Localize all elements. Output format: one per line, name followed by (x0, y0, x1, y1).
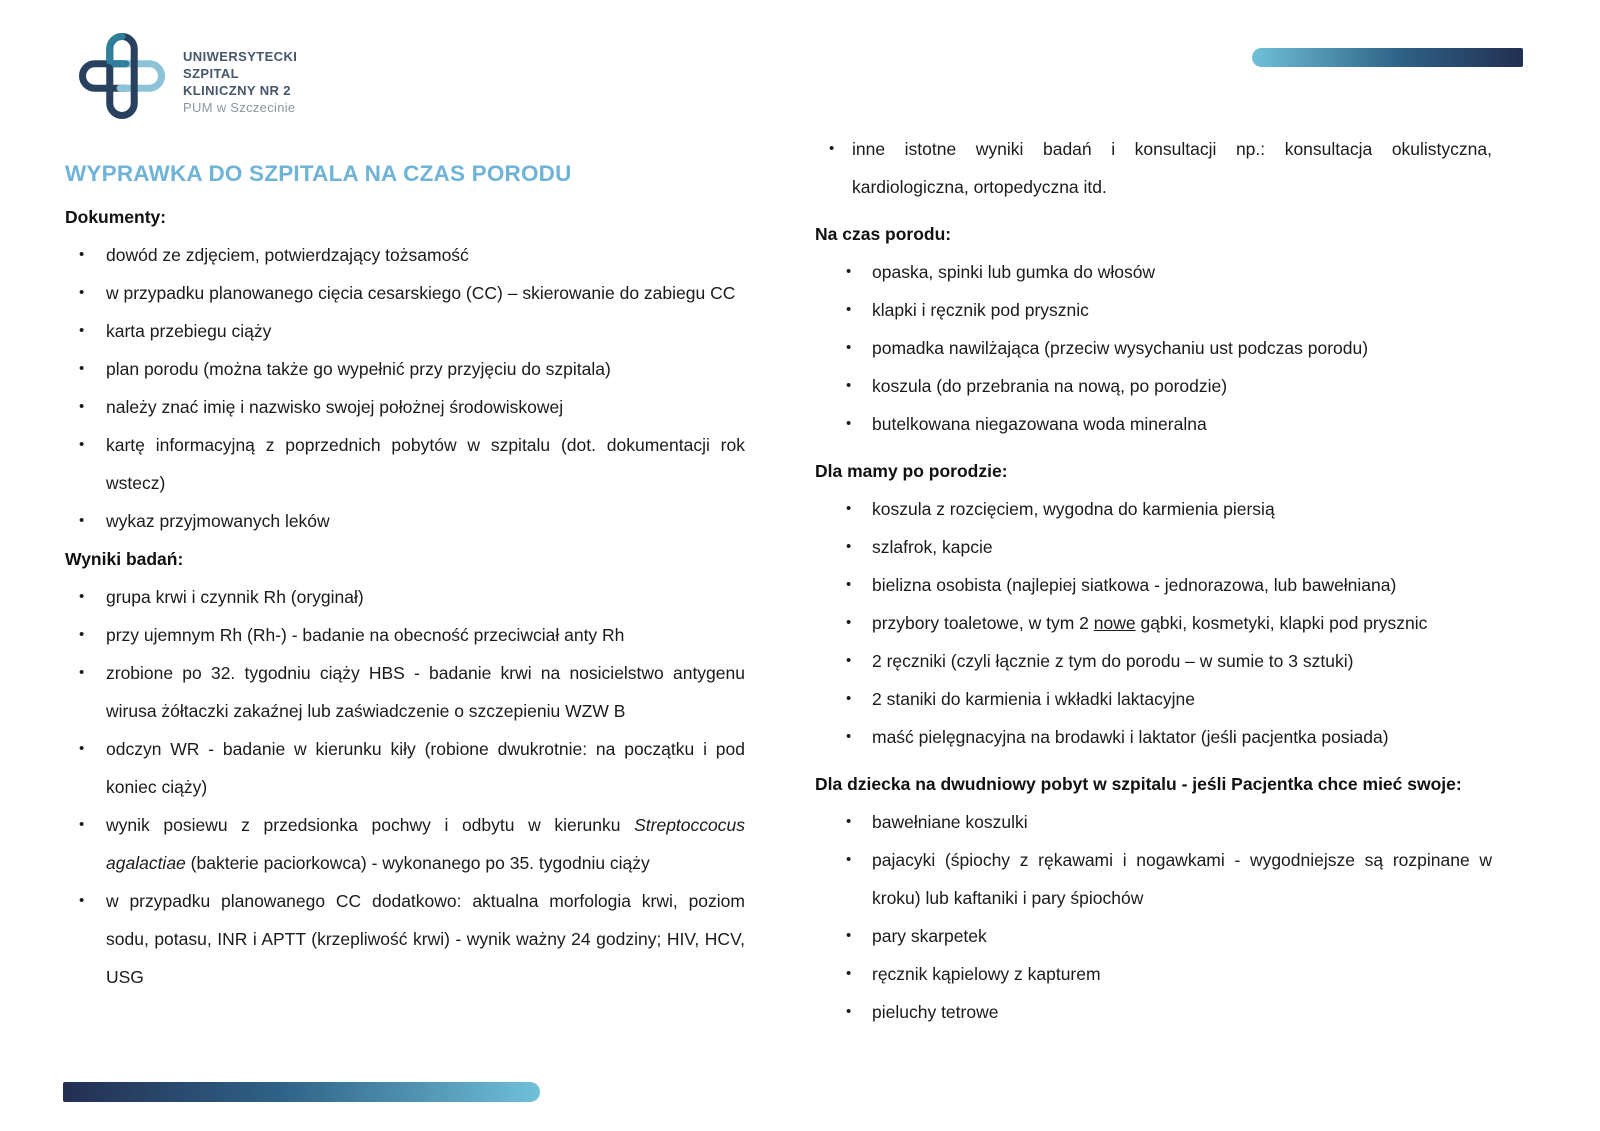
bullet-icon: • (846, 301, 852, 318)
bullet-icon: • (846, 851, 852, 868)
list-item-text: wykaz przyjmowanych leków (106, 511, 330, 531)
list-item (65, 236, 745, 274)
list-item (65, 312, 745, 350)
bullet-icon: • (846, 576, 852, 593)
page-title: WYPRAWKA DO SZPITALA NA CZAS PORODU (65, 161, 572, 186)
bullet-icon: • (846, 1003, 852, 1020)
logo-org-line: SZPITAL (183, 66, 239, 81)
bullet-icon: • (846, 415, 852, 432)
bullet-icon: • (846, 614, 852, 631)
section-heading: Na czas porodu: (815, 224, 952, 244)
list-item-text: koszula z rozcięciem, wygodna do karmienia piersią (872, 499, 1275, 519)
list-item-text: odczyn WR - badanie w kierunku kiły (robione dwukrotnie: na początku i pod koniec ciąży) (106, 739, 745, 797)
list-item-text: szlafrok, kapcie (872, 537, 993, 557)
list-item-text: przybory toaletowe, w tym 2 nowe gąbki, kosmetyki, klapki pod prysznic (872, 613, 1428, 633)
list-item-text: pary skarpetek (872, 926, 987, 946)
list-item-text: opaska, spinki lub gumka do włosów (872, 262, 1156, 282)
section-heading: Wyniki badań: (65, 549, 184, 569)
left-column-list (65, 198, 745, 996)
bullet-icon: • (79, 512, 85, 529)
list-item (65, 806, 745, 882)
logo-org-subtitle: PUM w Szczecinie (183, 100, 296, 115)
top-gradient-bar (1252, 48, 1523, 67)
right-column-list (815, 130, 1492, 1031)
bullet-icon: • (79, 246, 85, 263)
logo-org-line: KLINICZNY NR 2 (183, 83, 291, 98)
list-item-text: pomadka nawilżająca (przeciw wysychaniu ust podczas porodu) (872, 338, 1369, 358)
list-item (815, 367, 1492, 405)
list-item-text: bielizna osobista (najlepiej siatkowa - jednorazowa, lub bawełniana) (872, 575, 1397, 595)
list-item (815, 955, 1492, 993)
list-item (815, 490, 1492, 528)
bullet-icon: • (846, 965, 852, 982)
list-item-text: inne istotne wyniki badań i konsultacji np.: konsultacja okulistyczna, kardiologiczna, ortopedyczna itd. (852, 139, 1492, 197)
list-item-text: maść pielęgnacyjna na brodawki i laktator (jeśli pacjentka posiada) (872, 727, 1389, 747)
list-item-text: ręcznik kąpielowy z kapturem (872, 964, 1101, 984)
list-item (815, 841, 1492, 917)
list-item-text: kartę informacyjną z poprzednich pobytów w szpitalu (dot. dokumentacji rok wstecz) (106, 435, 745, 493)
bullet-icon: • (846, 690, 852, 707)
list-item-text: w przypadku planowanego cięcia cesarskiego (CC) – skierowanie do zabiegu CC (106, 283, 736, 303)
bullet-icon: • (79, 816, 85, 833)
bullet-icon: • (846, 339, 852, 356)
list-item (815, 680, 1492, 718)
bullet-icon: • (79, 360, 85, 377)
list-item (815, 718, 1492, 756)
list-item (815, 803, 1492, 841)
list-item (815, 528, 1492, 566)
list-item (65, 274, 745, 312)
list-item-text: pajacyki (śpiochy z rękawami i nogawkami - wygodniejsze są rozpinane w kroku) lub kaftaniki i pary śpiochów (872, 850, 1492, 908)
left-column (65, 160, 745, 996)
bullet-icon: • (79, 626, 85, 643)
list-item (815, 642, 1492, 680)
list-item (65, 882, 745, 996)
list-item (65, 730, 745, 806)
bullet-icon: • (846, 377, 852, 394)
list-item (65, 654, 745, 730)
section-heading: Dla mamy po porodzie: (815, 461, 1008, 481)
list-item-text: bawełniane koszulki (872, 812, 1028, 832)
list-item (65, 616, 745, 654)
bullet-icon: • (846, 652, 852, 669)
list-item-text: 2 staniki do karmienia i wkładki laktacyjne (872, 689, 1195, 709)
list-item-text: w przypadku planowanego CC dodatkowo: aktualna morfologia krwi, poziom sodu, potasu, INR i APTT (krzepliwość krwi) - wynik ważny 24 godziny; HIV, HCV, USG (106, 891, 745, 987)
list-item (815, 993, 1492, 1031)
list-item-text: plan porodu (można także go wypełnić przy przyjęciu do szpitala) (106, 359, 611, 379)
list-item (65, 578, 745, 616)
list-item (65, 350, 745, 388)
list-item (815, 917, 1492, 955)
logo-org-line: UNIWERSYTECKI (183, 49, 298, 64)
list-item-text: grupa krwi i czynnik Rh (oryginał) (106, 587, 364, 607)
list-item (65, 388, 745, 426)
bullet-icon: • (79, 436, 85, 453)
bullet-icon: • (846, 263, 852, 280)
hospital-cross-logo-icon (75, 28, 169, 124)
bullet-icon: • (79, 892, 85, 909)
list-item (815, 566, 1492, 604)
list-item-text: koszula (do przebrania na nową, po porodzie) (872, 376, 1228, 396)
list-item-text: dowód ze zdjęciem, potwierdzający tożsamość (106, 245, 469, 265)
logo-header (75, 28, 297, 124)
list-item-text: pieluchy tetrowe (872, 1002, 999, 1022)
bullet-icon: • (829, 140, 835, 157)
bullet-icon: • (79, 322, 85, 339)
bullet-icon: • (846, 500, 852, 517)
list-item-text: wynik posiewu z przedsionka pochwy i odbytu w kierunku Streptoccocus agalactiae (bakterie paciorkowca) - wykonanego po 35. tygodniu ciąży (106, 815, 745, 873)
list-item-text: butelkowana niegazowana woda mineralna (872, 414, 1207, 434)
bullet-icon: • (846, 538, 852, 555)
bullet-icon: • (79, 398, 85, 415)
list-item (815, 130, 1492, 206)
list-item (815, 291, 1492, 329)
bullet-icon: • (846, 813, 852, 830)
bullet-icon: • (846, 927, 852, 944)
right-column (815, 130, 1492, 1031)
bottom-gradient-bar (63, 1082, 540, 1102)
list-item-text: przy ujemnym Rh (Rh-) - badanie na obecność przeciwciał anty Rh (106, 625, 625, 645)
list-item (815, 405, 1492, 443)
list-item (65, 426, 745, 502)
bullet-icon: • (79, 588, 85, 605)
section-heading: Dokumenty: (65, 207, 167, 227)
list-item-text: należy znać imię i nazwisko swojej położnej środowiskowej (106, 397, 564, 417)
list-item (815, 604, 1492, 642)
bullet-icon: • (79, 740, 85, 757)
list-item-text: 2 ręczniki (czyli łącznie z tym do porodu – w sumie to 3 sztuki) (872, 651, 1354, 671)
list-item-text: klapki i ręcznik pod prysznic (872, 300, 1089, 320)
list-item (65, 502, 745, 540)
list-item-text: karta przebiegu ciąży (106, 321, 272, 341)
logo-text (183, 48, 297, 116)
list-item (815, 329, 1492, 367)
list-item (815, 253, 1492, 291)
bullet-icon: • (846, 728, 852, 745)
section-heading: Dla dziecka na dwudniowy pobyt w szpitalu - jeśli Pacjentka chce mieć swoje: (815, 774, 1462, 794)
list-item-text: zrobione po 32. tygodniu ciąży HBS - badanie krwi na nosicielstwo antygenu wirusa żółtaczki zakaźnej lub zaświadczenie o szczepieniu WZW B (106, 663, 745, 721)
bullet-icon: • (79, 284, 85, 301)
bullet-icon: • (79, 664, 85, 681)
